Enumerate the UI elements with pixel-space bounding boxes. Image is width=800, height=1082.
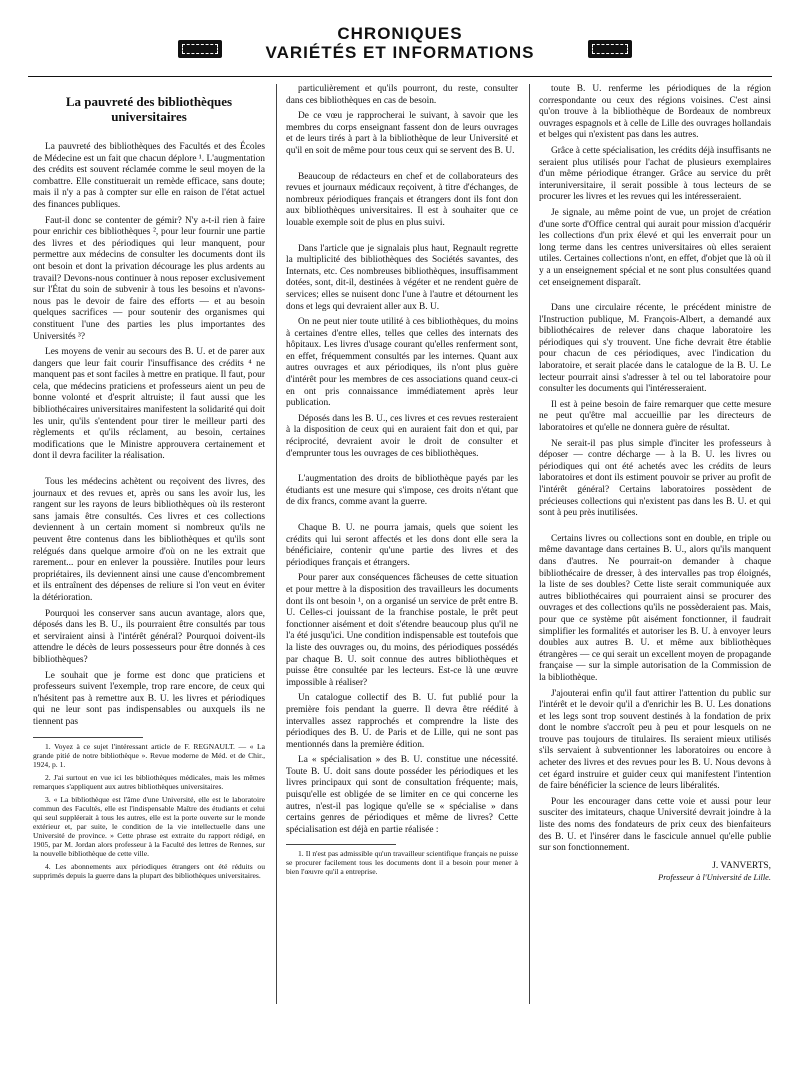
paragraph: Beaucoup de rédacteurs en chef et de collaborateurs des revues et journaux médicaux reçoivent, à titre d'échanges, de nombreux périodiques français et étrangers dont ils font don aux bibliothèques universitaires. Il est à souhaiter que ce louable exemple soit de plus en plus suivi.	[286, 171, 518, 228]
column-divider-2	[529, 84, 530, 1004]
paragraph: De ce vœu je rapprocherai le suivant, à savoir que les membres du corps enseignant fassent don de leurs ouvrages et de leurs tirés à part à la bibliothèque de leur Université et qu'il en soit de même pour tous ceux qui se servent des B. U.	[286, 111, 518, 156]
footnote-rule	[286, 844, 396, 845]
footnote-rule	[33, 737, 143, 738]
paragraph: La pauvreté des bibliothèques des Facultés et des Écoles de Médecine est un fait que chacun déplore ¹. L'augmentation des crédits est souvent réclamée comme le seul moyen de la combattre. Elle constituerait un remède efficace, sans doute; mais il n'y a pas à compter sur elle en raison de l'état actuel des finances publiques.	[33, 142, 265, 210]
footnote: 2. J'ai surtout en vue ici les bibliothèques médicales, mais les mêmes remarques s'appliquent aux autres bibliothèques universitaires.	[33, 772, 265, 791]
paragraph: Je signale, au même point de vue, un projet de création d'une sorte d'Office central qui aurait pour mission d'acquérir les collections d'un prix élevé et qui les enverrait pour un long terme dans les centres universitaires où elles seraient utiles. Certaines collections n'ont, en effet, d'objet que là où il y a un enseignement spécial et ne sont plus consultées quand cet enseignement disparaît.	[539, 207, 771, 288]
signature-title: Professeur à l'Université de Lille.	[658, 873, 771, 883]
paragraph: Le souhait que je forme est donc que praticiens et professeurs suivent l'exemple, trop rare encore, de ceux qui n'hésitent pas à remettre aux B. U. les livres et périodiques qui ne leur sont pas indispensables ou auxquels ils ne tiennent pas	[33, 670, 265, 727]
column-2	[286, 84, 518, 880]
paragraph: L'augmentation des droits de bibliothèque payés par les étudiants est une mesure qui s'impose, ces droits n'étant que de dix francs, comme avant la guerre.	[286, 474, 518, 508]
paragraph: Tous les médecins achètent ou reçoivent des livres, des journaux et des revues et, après ou sans les avoir lus, les rangent sur les rayons de leurs bibliothèques où ils resteront sans jamais être consultés. Ces livres et ces collections deviennent à un certain moment si nombreux qu'ils ne peuvent être contenus dans les bibliothèques et qu'ils sont relégués dans quelque armoire d'où on ne les extrait que rarement... pour en enlever la poussière. Inutiles pour leurs propriétaires, ils deviennent ainsi une cause d'encombrement et ils entraînent des dépenses de reliure si l'on veut en éviter la détérioration.	[33, 477, 265, 603]
footnote: 1. Voyez à ce sujet l'intéressant article de F. REGNAULT. — « La grande pitié de notre bibliothèque ». Revue moderne de Méd. et de Chir., 1924, p. 1.	[33, 741, 265, 769]
paragraph: J'ajouterai enfin qu'il faut attirer l'attention du public sur l'intérêt et le devoir qu'il a d'enrichir les B. U. Les donations et les legs sont trop souvent destinés à la fondation de prix dont le nombre s'accroît peu à peu et pour lesquels on ne trouve pas toujours de titulaires. Ils seraient mieux utilisés s'ils servaient à subventionner les laboratoires ou encore à acheter des livres et des revues pour les B. U. Nous devons à cet égard instruire et guider ceux qui manifestent l'intention de faire bénéficier la science de leurs libéralités.	[539, 688, 771, 792]
header-line-1: CHRONIQUES	[337, 24, 463, 43]
header-rule	[28, 76, 772, 77]
paragraph: Chaque B. U. ne pourra jamais, quels que soient les crédits qui lui seront affectés et les dons dont elle sera la bénéficiaire, contenir qu'une partie des livres et des périodiques français et étrangers.	[286, 523, 518, 568]
paragraph: Certains livres ou collections sont en double, en triple ou même davantage dans certaines B. U., alors qu'ils manquent dans d'autres. Ne pourrait-on demander à chaque bibliothécaire de dresser, à des intervalles pas trop éloignés, la liste de ses doubles? Cette liste serait communiquée aux autres bibliothécaires qui pourraient ainsi se procurer des ouvrages et des collections qu'ils ne possèderaient pas. Mais, pour que ce système pût aisément fonctionner, il faudrait simplifier les formalités et autoriser les B. U. à envoyer leurs doubles aux autres B. U. et même aux bibliothèques étrangères — ce qui serait un excellent moyen de propagande française — sur la simple autorisation de la Commission de la bibliothèque.	[539, 533, 771, 683]
signature: J. VANVERTS,	[712, 860, 771, 871]
footnote: 3. « La bibliothèque est l'âme d'une Université, elle est le laboratoire commun des Facultés, elle est l'indispensable Maître des étudiants et celui qui seul suppléerait à tous les autres, elle est la porte ouverte sur le monde extérieur et, par suite, le condition de la vie intellectuelle dans une Université de province. » Cette phrase est extraite du rapport rédigé, en 1905, par M. Jordan alors professeur à la Faculté des lettres de Rennes, sur la nouvelle bibliothèque de cette ville.	[33, 794, 265, 858]
paragraph: toute B. U. renferme les périodiques de la région correspondante ou ceux des régions voisines. C'est ainsi qu'on trouve à la bibliothèque de Bordeaux de nombreux ouvrages espagnols et à celle de Lille des ouvrages hollandais et belges qui n'existent pas dans les autres.	[539, 84, 771, 141]
column-divider-1	[276, 84, 277, 1004]
paragraph: Un catalogue collectif des B. U. fut publié pour la première fois pendant la guerre. Il devra être réédité à intervalles assez rapprochés et comprendre la liste des périodiques des B. U. de Paris et de Lille, qui ne sont pas mentionnés dans la première édition.	[286, 693, 518, 750]
paragraph: Faut-il donc se contenter de gémir? N'y a-t-il rien à faire pour enrichir ces bibliothèques ², pour leur fournir une partie des livres et des périodiques qui leur manquent, pour permettre aux médecins de consulter les documents dont ils ont besoin et dont la privation décourage les plus ardents au travail? Devons-nous continuer à nous reposer exclusivement sur l'État du soin de subvenir à tous les besoins et n'avons-nous pas le devoir de faire des efforts — et au besoin quelques sacrifices — pour soutenir des organismes qui constituent l'une des parties les plus importantes des Universités ³?	[33, 215, 265, 342]
paragraph: particulièrement et qu'ils pourront, du reste, consulter dans ces bibliothèques en cas de besoin.	[286, 84, 518, 106]
footnote: 1. Il n'est pas admissible qu'un travailleur scientifique français ne puisse se procurer facilement tous les documents dont il a besoin pour mener à bien l'œuvre qu'il a entreprise.	[286, 849, 518, 877]
paragraph: Pour les encourager dans cette voie et aussi pour leur susciter des imitateurs, chaque Université devrait joindre à la liste des noms des fondateurs de prix ceux des bienfaiteurs des B. U. et l'insérer dans le fascicule annuel qu'elle publie sur son fonctionnement.	[539, 796, 771, 854]
paragraph: La « spécialisation » des B. U. constitue une nécessité. Toute B. U. doit sans doute posséder les périodiques et les livres principaux qui sont de consultation fréquente; mais, puisqu'elle est obligée de se limiter en ce qui concerne les autres, n'est-il pas logique qu'elle se « spécialise » dans certains genres de périodiques et même de livres? Cette spécialisation est déjà en partie réalisée :	[286, 755, 518, 835]
paragraph: Grâce à cette spécialisation, les crédits déjà insuffisants ne seraient plus utilisés pour l'achat de plusieurs exemplaires d'un même périodique étranger. Grâce au service du prêt interuniversitaire, il serait possible à tous lecteurs de se procurer les livres et les revues qui les intéresseraient.	[539, 145, 771, 203]
paragraph: Pour parer aux conséquences fâcheuses de cette situation et pour mettre à la disposition des travailleurs les documents dont ils ont besoin ¹, on a organisé un service de prêt entre B. U. Celles-ci jouissant de la franchise postale, le prêt peut fonctionner aisément et doit s'étendre beaucoup plus qu'il ne l'a été jusqu'ici. Une condition indispensable est toutefois que la liste des ouvrages ou, du moins, des périodiques possédés par chaque B. U. soit connue des autres bibliothèques et puisse être consultée par les lecteurs. Est-ce là une œuvre impossible à réaliser?	[286, 573, 518, 688]
column-1	[33, 84, 265, 884]
paragraph: Dans une circulaire récente, le précédent ministre de l'Instruction publique, M. François-Albert, a demandé aux bibliothécaires de relever dans chaque laboratoire les périodiques qui s'y trouvent. Une fiche devrait être établie pour chacun de ces périodiques, avec l'indication du laboratoire, et serait placée dans le catalogue de la B. U. Le lecteur pourrait ainsi s'adresser à tel ou tel laboratoire pour consulter les documents qui l'intéresseraient.	[539, 303, 771, 395]
paragraph: Déposés dans les B. U., ces livres et ces revues resteraient à la disposition de ceux qui en auraient fait don et qui, par réciprocité, devraient avoir le droit de consulter et d'emprunter tous les ouvrages de ces bibliothèques.	[286, 413, 518, 459]
paragraph: On ne peut nier toute utilité à ces bibliothèques, du moins à certaines d'entre elles, telles que celles des internats des hôpitaux. Les livres d'usage courant qu'elles renferment sont, en effet, fréquemment consultés par les internes. Quant aux autres ouvrages et aux périodiques, ils n'ont plus guère d'intérêt pour les membres de ces associations quand ceux-ci en ont pris connaissance immédiatement après leur publication.	[286, 317, 518, 409]
paragraph: Dans l'article que je signalais plus haut, Regnault regrette la multiplicité des bibliothèques des Sociétés savantes, des Internats, etc. Ces nombreuses bibliothèques, insuffisamment dotées, sont, dit-il, destinées à végéter et ne rendent guère de services; elles se nuisent donc l'une à l'autre et détournent les dons et legs qui devraient aller aux B. U.	[286, 243, 518, 312]
column-3	[539, 84, 771, 884]
paragraph: Il est à peine besoin de faire remarquer que cette mesure ne peut qu'être mal accueillie par les directeurs de laboratoires et qu'elle ne donnera guère de résultat.	[539, 399, 771, 434]
paragraph: Les moyens de venir au secours des B. U. et de parer aux dangers que leur fait courir l'insuffisance des crédits ⁴ ne manquent pas et sont faciles à mettre en pratique. Il faut, pour cela, que médecins praticiens et professeurs aient un peu de bonne volonté et d'esprit altruiste; il faut aussi que les bibliothécaires universitaires manifestent la solidarité qui doit les unir, qu'ils s'entendent pour tirer le meilleur parti des règlements et qu'ils réclament, au besoin, certaines modifications que le Ministre approuvera certainement et dont il devra faciliter la réalisation.	[33, 347, 265, 462]
article-title: La pauvreté des bibliothèques universitaires	[65, 94, 233, 124]
paragraph: Pourquoi les conserver sans aucun avantage, alors que, déposés dans les B. U., ils pourraient être consultés par tous et serviraient ainsi à l'intérêt général? Pourquoi doivent-ils attendre le décès de leurs possesseurs pour être donnés à ces bibliothèques?	[33, 608, 265, 665]
section-header	[160, 24, 640, 62]
footnote: 4. Les abonnements aux périodiques étrangers ont été réduits ou supprimés depuis la guerre dans la plupart des bibliothèques universitaires.	[33, 861, 265, 880]
header-line-2: VARIÉTÉS ET INFORMATIONS	[265, 43, 535, 62]
paragraph: Ne serait-il pas plus simple d'inciter les professeurs à déposer — contre décharge — à la B. U. les livres ou périodiques qui ont été achetés avec les crédits de leurs laboratoires et dont ils estiment pouvoir se priver au profit de l'intérêt général? Certains laboratoires possèdent de précieuses collections qui n'existent pas dans les B. U. et qui sont à peu près inutilisées.	[539, 438, 771, 519]
